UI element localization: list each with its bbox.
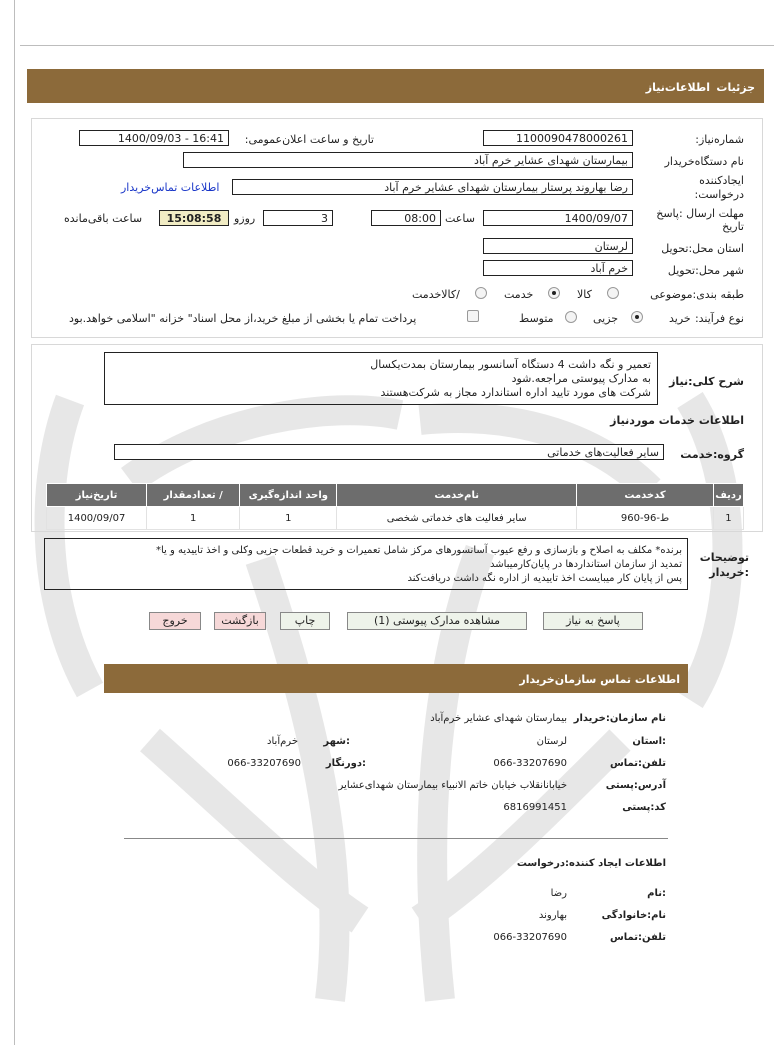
creator-label-1: ایجادکننده	[699, 174, 744, 187]
col-unit: واحد اندازه‌گیری	[240, 484, 337, 507]
creator-info-title: اطلاعات ایجاد کننده:درخواست	[516, 858, 666, 869]
treasury-checkbox[interactable]	[467, 310, 479, 322]
breadcrumb-need-info[interactable]: اطلاعات‌نیاز	[645, 81, 710, 94]
creator-first-name: رضا	[550, 888, 567, 899]
contact-address: خیابانانقلاب خیابان خاتم الانبیاء بیمارستان شهدای‌عشایر	[338, 780, 567, 791]
need-number-field: 1100090478000261	[483, 130, 633, 146]
left-rule	[14, 0, 15, 1045]
services-title: اطلاعات خدمات موردنیاز	[610, 414, 744, 427]
category-goods-service-label: /کالاخدمت	[412, 288, 460, 301]
description-box	[104, 352, 658, 405]
contact-fax: 066-33207690	[227, 758, 301, 769]
creator-first-name-label: :نام	[647, 888, 666, 899]
col-need-date: تاریخ‌نیاز	[47, 484, 147, 507]
process-partial-radio[interactable]	[631, 311, 643, 323]
col-quantity: تعدادمقدار /	[147, 484, 240, 507]
category-goods-radio[interactable]	[607, 287, 619, 299]
days-label: روزو	[234, 212, 256, 225]
group-field: سایر فعالیت‌های خدماتی	[114, 444, 664, 460]
col-service-name: نام‌خدمت	[337, 484, 577, 507]
cell-service-name: سایر فعالیت های خدماتی شخصی	[337, 507, 577, 530]
contact-postal: 6816991451	[503, 802, 567, 813]
buyer-notes-box	[44, 538, 688, 590]
deadline-label-1: مهلت ارسال :پاسخ	[656, 207, 744, 220]
treasury-note: پرداخت تمام یا بخشی از مبلغ خرید،از محل اسناد" خزانه "اسلامی خواهد.بود	[69, 312, 417, 325]
contact-phone: 066-33207690	[493, 758, 567, 769]
description-line: شرکت های مورد تایید اداره استاندارد مجاز به شرکت‌هستند	[380, 386, 651, 399]
cell-unit: 1	[240, 507, 337, 530]
buyer-notes-line: پس از پایان کار میبایست اخذ تاییدیه از اداره نگه داشت دریافت‌کند	[407, 573, 682, 584]
description-label: شرح کلی:نیاز	[669, 375, 744, 388]
process-medium-radio[interactable]	[565, 311, 577, 323]
print-button[interactable]: چاپ	[280, 612, 330, 630]
breadcrumb-bar	[27, 69, 764, 103]
city-field: خرم آباد	[483, 260, 633, 276]
buyer-org-label: نام دستگاه‌خریدار	[664, 155, 744, 168]
table-row	[47, 507, 744, 530]
remaining-label: ساعت باقی‌مانده	[64, 212, 143, 225]
buyer-contact-link[interactable]: اطلاعات تماس‌خریدار	[121, 181, 220, 194]
buyer-notes-label-1: توضیحات	[699, 551, 749, 564]
announce-label: تاریخ و ساعت اعلان‌عمومی:	[244, 133, 374, 146]
cell-service-code: ط-96-960	[577, 507, 714, 530]
process-partial-label: جزیی	[593, 312, 619, 325]
buyer-notes-line: تمدید از سازمان استانداردها در پایان‌کارمیباشد	[490, 559, 682, 570]
description-line: به مدارک پیوستی مراجعه.شود	[511, 372, 651, 385]
need-number-label: شماره‌نیاز:	[695, 133, 744, 146]
contact-fax-label: :دورنگار	[325, 758, 366, 769]
cell-row: 1	[713, 507, 743, 530]
creator-field: رضا بهاروند پرستار بیمارستان شهدای عشایر خرم آباد	[232, 179, 633, 195]
province-field: لرستان	[483, 238, 633, 254]
contact-postal-label: کد:پستی	[622, 802, 666, 813]
exit-button[interactable]: خروج	[149, 612, 201, 630]
process-label: نوع فرآیند:	[694, 312, 744, 325]
contact-divider	[124, 838, 668, 839]
contact-city: خرم‌آباد	[267, 736, 298, 747]
creator-phone: 066-33207690	[493, 932, 567, 943]
time-label: ساعت	[445, 212, 475, 225]
creator-last-name-label: نام:خانوادگی	[601, 910, 666, 921]
form-panel	[31, 118, 763, 338]
contact-phone-label: تلفن:تماس	[609, 758, 666, 769]
announce-field: 1400/09/03 - 16:41	[79, 130, 229, 146]
buyer-notes-label-2: :خریدار	[709, 566, 749, 579]
category-service-radio[interactable]	[548, 287, 560, 299]
contact-title: اطلاعات تماس سازمان‌خریدار	[519, 673, 680, 686]
category-goods-service-radio[interactable]	[475, 287, 487, 299]
buyer-notes-line: برنده* مکلف به اصلاح و بازسازی و رفع عیوب آسانسورهای مرکز شامل تعمیرات و خرید قطعات جزیی وکلی و اخذ تاییدیه و یا*	[155, 545, 682, 556]
process-buy: خرید	[669, 312, 691, 325]
contact-org-label: نام سازمان:خریدار	[573, 713, 666, 724]
category-label: طبقه بندی:موضوعی	[650, 288, 744, 301]
contact-address-label: آدرس:پستی	[605, 780, 666, 791]
buyer-org-field: بیمارستان شهدای عشایر خرم آباد	[183, 152, 633, 168]
category-goods-label: کالا	[577, 288, 592, 301]
days-field: 3	[263, 210, 333, 226]
deadline-label-2: تاریخ	[722, 220, 744, 233]
services-table	[46, 483, 744, 530]
group-label: گروه:خدمت	[680, 448, 744, 461]
top-rule	[20, 45, 774, 46]
attachments-button[interactable]: مشاهده مدارک پیوستی (1)	[347, 612, 527, 630]
contact-title-bar	[104, 664, 688, 693]
province-label: استان محل:تحویل	[661, 242, 744, 255]
deadline-time-field: 08:00	[371, 210, 441, 226]
creator-phone-label: تلفن:تماس	[609, 932, 666, 943]
contact-city-label: :شهر	[323, 736, 350, 747]
remaining-time-field: 15:08:58	[159, 210, 229, 226]
contact-province: لرستان	[536, 736, 567, 747]
city-label: شهر محل:تحویل	[667, 264, 744, 277]
creator-last-name: بهاروند	[538, 910, 567, 921]
breadcrumb-details[interactable]: جزئیات	[716, 81, 755, 94]
col-service-code: کدخدمت	[577, 484, 714, 507]
cell-quantity: 1	[147, 507, 240, 530]
description-line: تعمیر و نگه داشت 4 دستگاه آسانسور بیمارستان بمدت‌یکسال	[370, 358, 651, 371]
contact-province-label: :استان	[632, 736, 666, 747]
contact-org: بیمارستان شهدای عشایر خرم‌آباد	[430, 713, 567, 724]
process-medium-label: متوسط	[519, 312, 554, 325]
col-row: ردیف	[713, 484, 743, 507]
deadline-date-field: 1400/09/07	[483, 210, 633, 226]
cell-need-date: 1400/09/07	[47, 507, 147, 530]
category-service-label: خدمت	[504, 288, 534, 301]
creator-label-2: درخواست:	[694, 188, 744, 201]
reply-button[interactable]: پاسخ به نیاز	[543, 612, 643, 630]
back-button[interactable]: بازگشت	[214, 612, 266, 630]
